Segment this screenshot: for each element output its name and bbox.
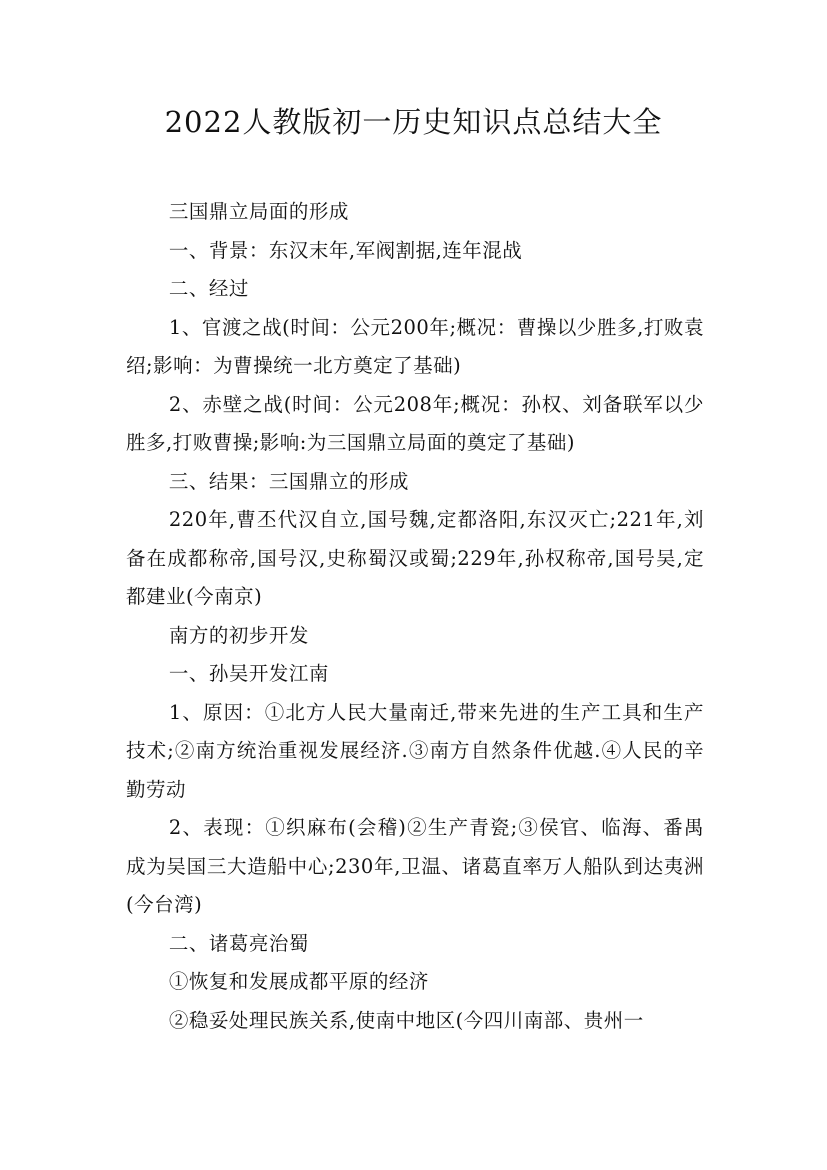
paragraph-sunwu-heading: 一、孙吴开发江南 [168, 662, 329, 685]
paragraph-zhuge-heading: 二、诸葛亮治蜀 [168, 931, 309, 955]
paragraph-guandu-battle: 1、官渡之战(时间：公元200年;概况：曹操以少胜多,打败袁绍;影响：为曹操统一北方奠定了基础) [126, 315, 704, 377]
paragraph-zhuge-point-2: ②稳妥处理民族关系,使南中地区(今四川南部、贵州一 [168, 1008, 644, 1032]
paragraph-zhuge-point-1: ①恢复和发展成都平原的经济 [168, 970, 429, 993]
paragraph-result-heading: 三、结果：三国鼎立的形成 [168, 469, 409, 493]
paragraph-chibi-battle: 2、赤壁之战(时间：公元208年;概况：孙权、刘备联军以少胜多,打败曹操;影响:为三国鼎立局面的奠定了基础) [126, 392, 704, 454]
paragraph-background: 一、背景：东汉末年,军阀割据,连年混战 [168, 238, 523, 262]
paragraph-manifestations: 2、表现：①织麻布(会稽)②生产青瓷;③侯官、临海、番禺成为吴国三大造船中心;230年,卫温、诸葛直率万人船队到达夷洲(今台湾) [126, 816, 704, 916]
document-body [126, 193, 704, 1040]
section-heading-south-development: 南方的初步开发 [168, 623, 309, 647]
paragraph-result-details: 220年,曹丕代汉自立,国号魏,定都洛阳,东汉灭亡;221年,刘备在成都称帝,国号汉,史称蜀汉或蜀;229年,孙权称帝,国号吴,定都建业(今南京) [126, 508, 704, 608]
section-heading-three-kingdoms: 三国鼎立局面的形成 [168, 200, 349, 223]
document-title: 2022人教版初一历史知识点总结大全 [164, 105, 663, 139]
paragraph-process-heading: 二、经过 [168, 277, 249, 300]
paragraph-reasons: 1、原因：①北方人民大量南迁,带来先进的生产工具和生产技术;②南方统治重视发展经济.③南方自然条件优越.④人民的辛勤劳动 [126, 700, 704, 801]
